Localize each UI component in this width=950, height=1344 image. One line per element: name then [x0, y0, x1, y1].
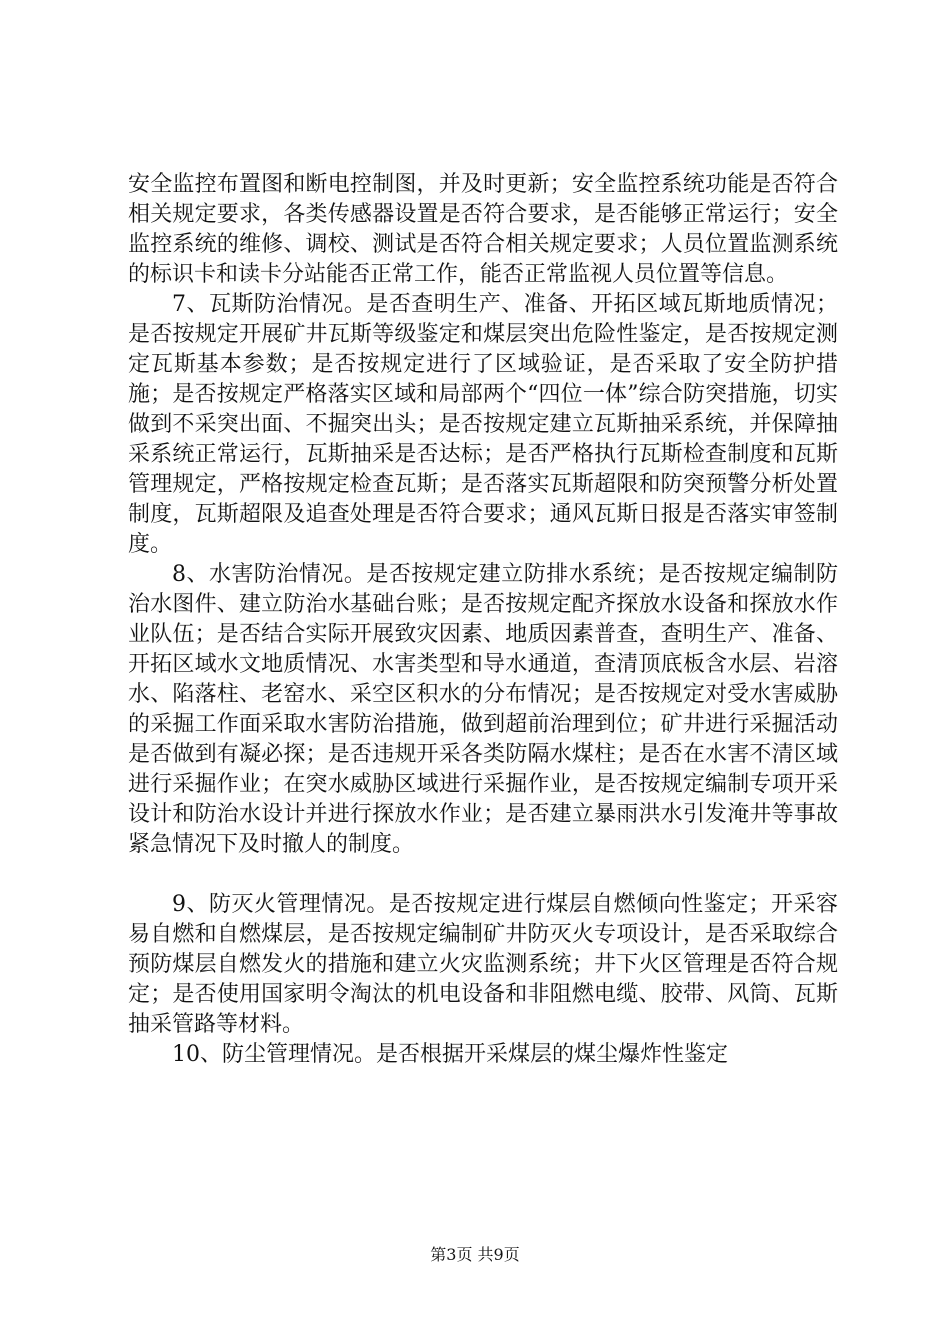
paragraph-monitoring-continued: 安全监控布置图和断电控制图，并及时更新；安全监控系统功能是否符合相关规定要求，各类传感器设置是否符合要求，是否能够正常运行；安全监控系统的维修、调校、测试是否符合相关规定要求；人员位置监测系统的标识卡和读卡分站能否正常工作，能否正常监视人员位置等信息。 [128, 172, 838, 287]
document-body [128, 170, 838, 1070]
paragraph-fire-prevention: 9、防灭火管理情况。是否按规定进行煤层自燃倾向性鉴定；开采容易自燃和自燃煤层，是否按规定编制矿井防灭火专项设计，是否采取综合预防煤层自燃发火的措施和建立火灾监测系统；井下火区管理是否符合规定；是否使用国家明令淘汰的机电设备和非阻燃电缆、胶带、风筒、瓦斯抽采管路等材料。 [128, 892, 838, 1037]
page-number-footer: 第3页 共9页 [430, 1245, 520, 1264]
paragraph-gas-prevention: 7、瓦斯防治情况。是否查明生产、准备、开拓区域瓦斯地质情况；是否按规定开展矿井瓦斯等级鉴定和煤层突出危险性鉴定，是否按规定测定瓦斯基本参数；是否按规定进行了区域验证，是否采取了安全防护措施；是否按规定严格落实区域和局部两个“四位一体”综合防突措施，切实做到不采突出面、不掘突出头；是否按规定建立瓦斯抽采系统，并保障抽采系统正常运行，瓦斯抽采是否达标；是否严格执行瓦斯检查制度和瓦斯管理规定，严格按规定检查瓦斯；是否落实瓦斯超限和防突预警分析处置制度，瓦斯超限及追查处理是否符合要求；通风瓦斯日报是否落实审签制度。 [128, 292, 838, 557]
paragraph-water-hazard: 8、水害防治情况。是否按规定建立防排水系统；是否按规定编制防治水图件、建立防治水基础台账；是否按规定配齐探放水设备和探放水作业队伍；是否结合实际开展致灾因素、地质因素普查，查明生产、准备、开拓区域水文地质情况、水害类型和导水通道，查清顶底板含水层、岩溶水、陷落柱、老窑水、采空区积水的分布情况；是否按规定对受水害威胁的采掘工作面采取水害防治措施，做到超前治理到位；矿井进行采掘活动是否做到有凝必探；是否违规开采各类防隔水煤柱；是否在水害不清区域进行采掘作业；在突水威胁区域进行采掘作业，是否按规定编制专项开采设计和防治水设计并进行探放水作业；是否建立暴雨洪水引发淹井等事故紧急情况下及时撤人的制度。 [128, 562, 838, 857]
paragraph-dust-prevention: 10、防尘管理情况。是否根据开采煤层的煤尘爆炸性鉴定 [172, 1042, 728, 1067]
